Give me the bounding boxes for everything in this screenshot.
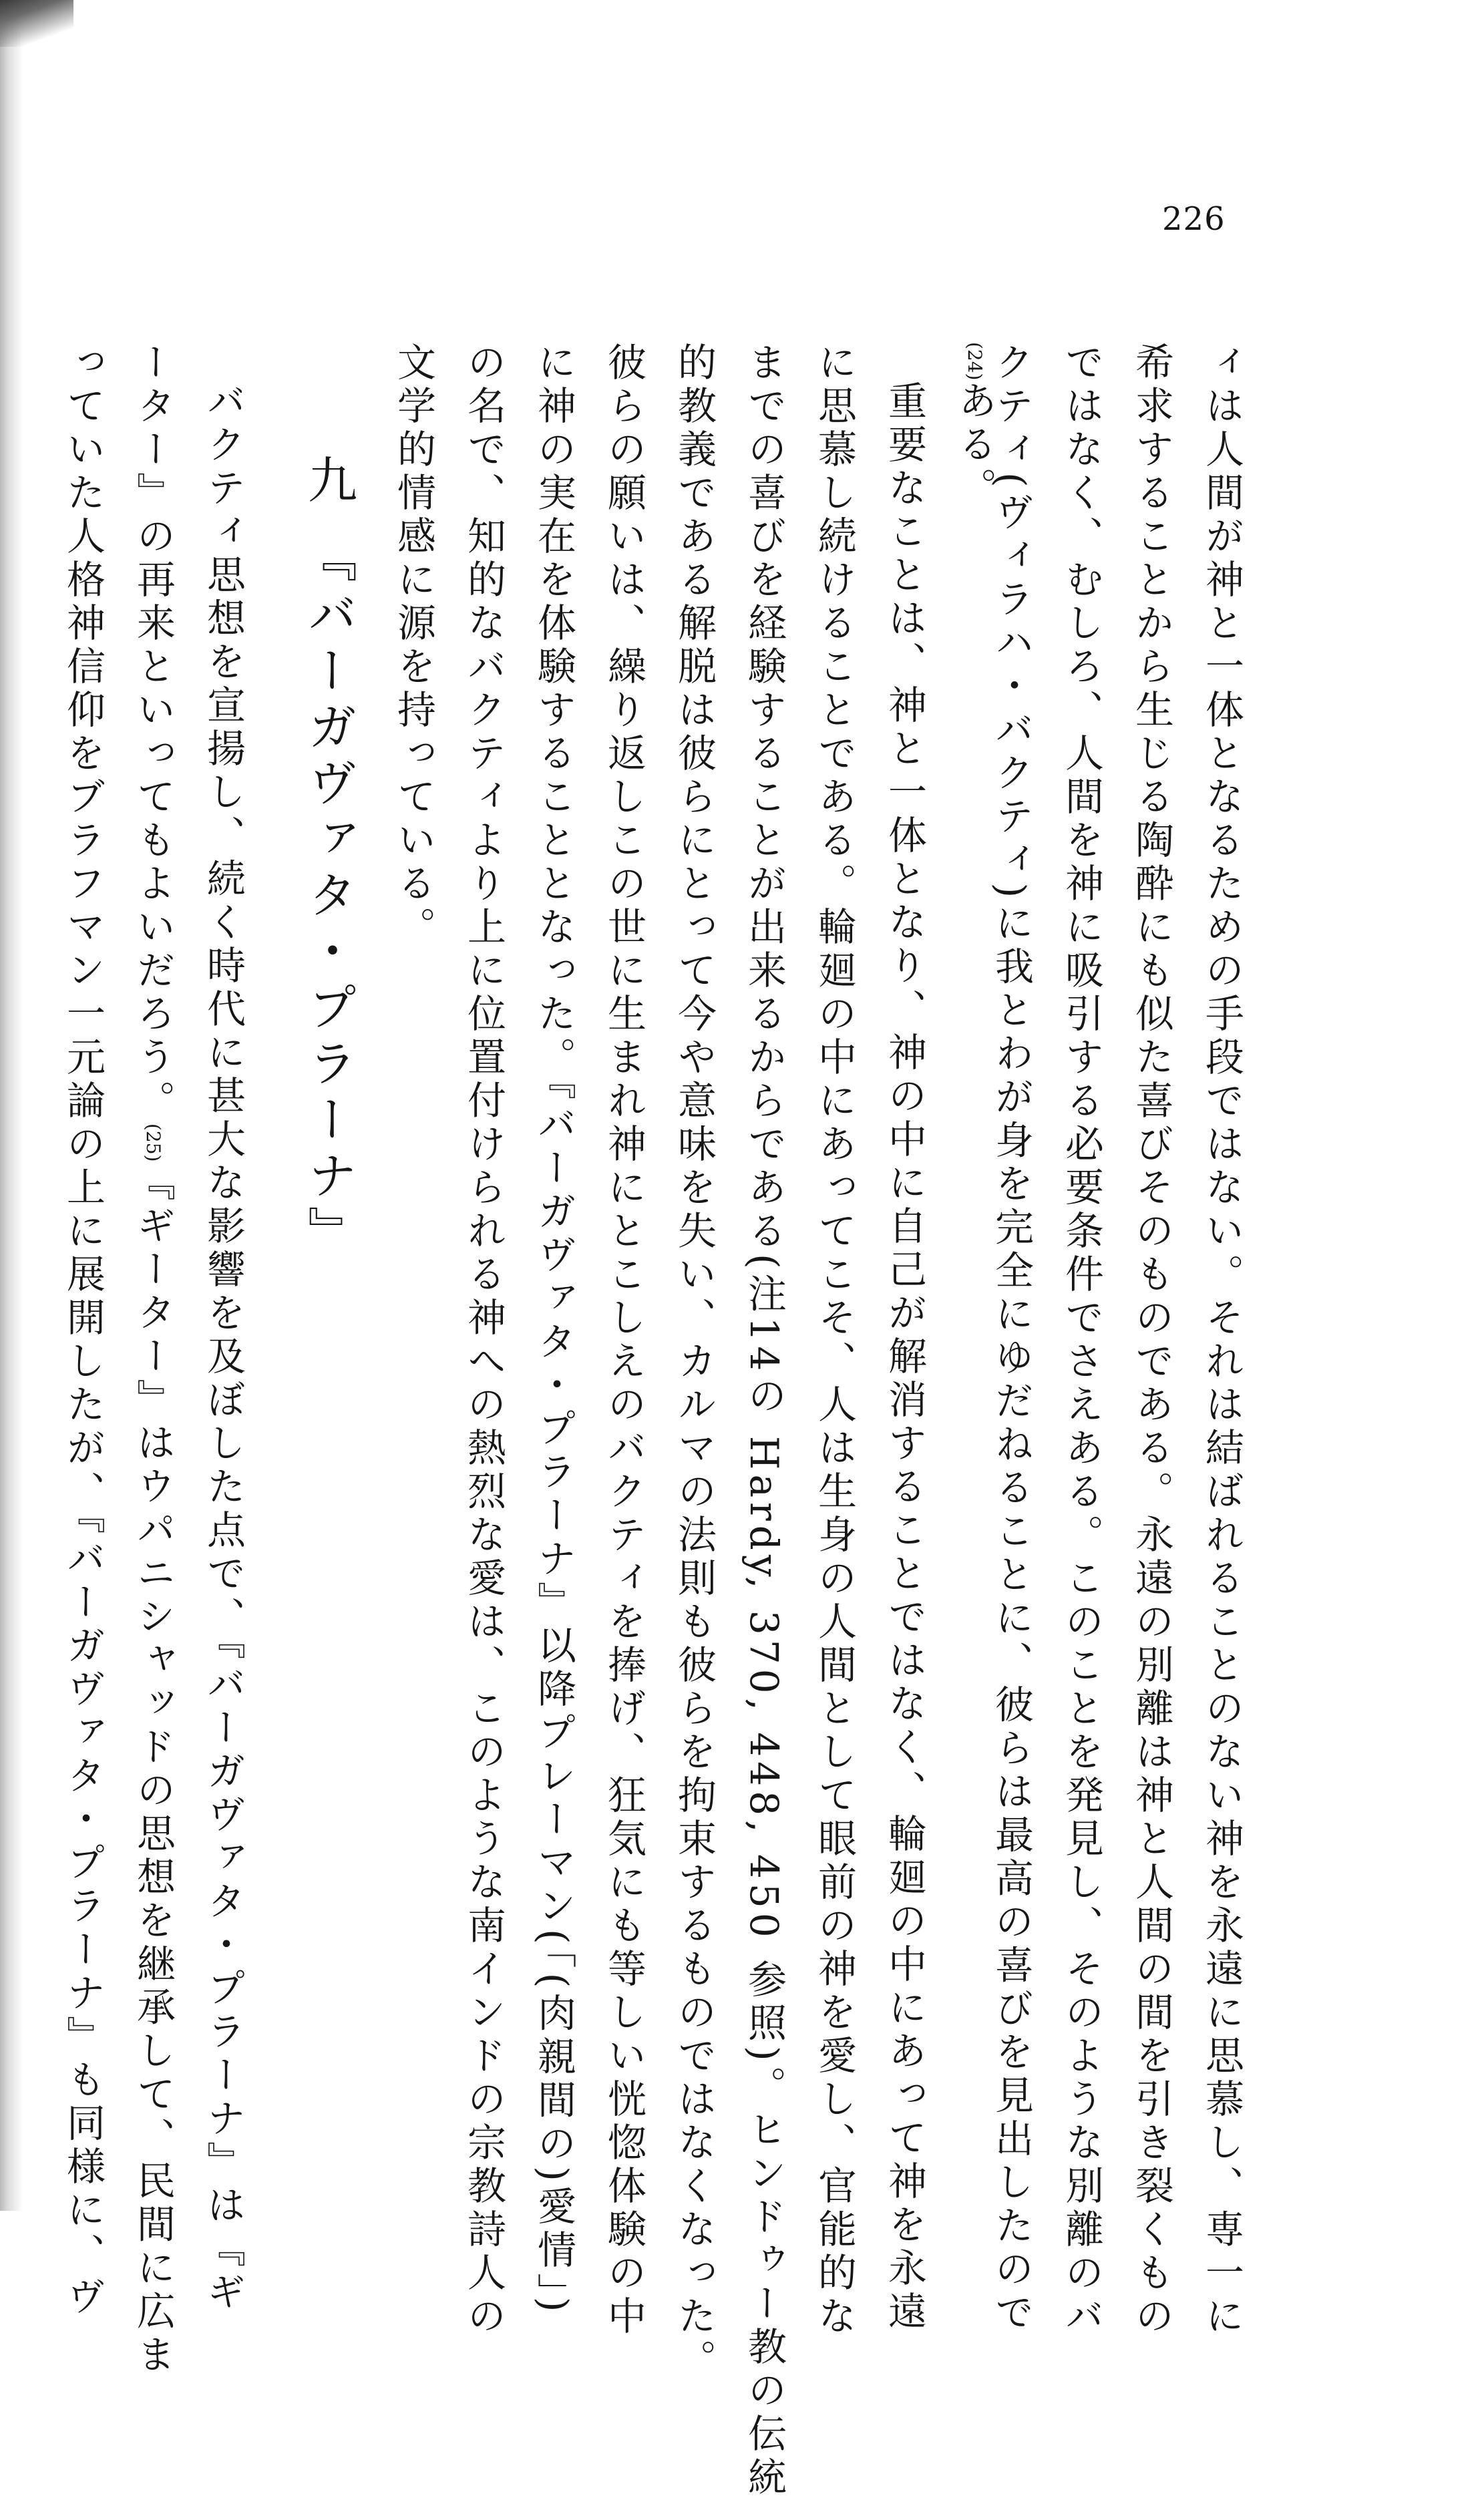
- text-line: までの喜びを経験することが出来るからである(注14の Hardy, 370, 448, 450 参照)。ヒンドゥー教の伝統: [741, 342, 787, 2500]
- line-text: ある。: [952, 380, 997, 511]
- text-line: ではなく、むしろ、人間を神に吸引する必要条件でさえある。このことを発見し、そのような別離のバ: [1059, 342, 1104, 2339]
- text-line: に神の実在を体験することとなった。『バーガヴァタ・プラーナ』以降プレーマン(「(肉親間の)愛情」): [531, 342, 576, 2317]
- text-line: クティ(ヴィラハ・バクティ)に我とわが身を完全にゆだねることに、彼らは最高の喜びを見出したので: [988, 342, 1034, 2336]
- footnote-ref-24: (24): [964, 342, 986, 381]
- text-line-indented: 重要なことは、神と一体となり、神の中に自己が解消することではなく、輪廻の中にあって神を永遠: [882, 381, 927, 2334]
- text-line: っていた人格神信仰をブラフマン一元論の上に展開したが、『バーガヴァタ・プラーナ』も同様に、ヴ: [60, 342, 106, 2320]
- text-line: 的教義である解脱は彼らにとって今や意味を失い、カルマの法則も彼らを拘束するものではなくなった。: [671, 342, 717, 2382]
- footnote-ref-25: (25): [142, 1123, 164, 1162]
- text-line: 文学的情感に源を持っている。: [391, 342, 436, 950]
- text-line: 希求することから生じる陶酔にも似た喜びそのものである。永遠の別離は神と人間の間を引き裂くもの: [1129, 342, 1174, 2339]
- text-line: 彼らの願いは、繰り返しこの世に生まれ神にとこしえのバクティを捧げ、狂気にも等しい恍惚体験の中: [601, 342, 646, 2339]
- text-line: の名で、知的なバクティより上に位置付けられる神への熱烈な愛は、このような南インドの宗教詩人の: [461, 342, 506, 2339]
- text-line: に思慕し続けることである。輪廻の中にあってこそ、人は生身の人間として眼前の神を愛し、官能的な: [811, 342, 857, 2339]
- text-line-last: [952, 342, 997, 511]
- text-line: [130, 342, 176, 2378]
- line-text: 『ギーター』はウパニシャッドの思想を継承して、民間に広ま: [130, 1162, 176, 2378]
- text-line: ィは人間が神と一体となるための手段ではない。それは結ばれることのない神を永遠に思慕し、専一に: [1199, 342, 1244, 2339]
- page-number: 226: [1162, 200, 1226, 238]
- section-heading: 九 『バーガヴァタ・プラーナ』: [300, 454, 357, 1262]
- text-line-indented: バクティ思想を宣揚し、続く時代に甚大な影響を及ぼした点で、『バーガヴァタ・プラーナ』は『ギ: [200, 381, 246, 2315]
- line-text: ーター』の再来といってもよいだろう。: [130, 342, 176, 1123]
